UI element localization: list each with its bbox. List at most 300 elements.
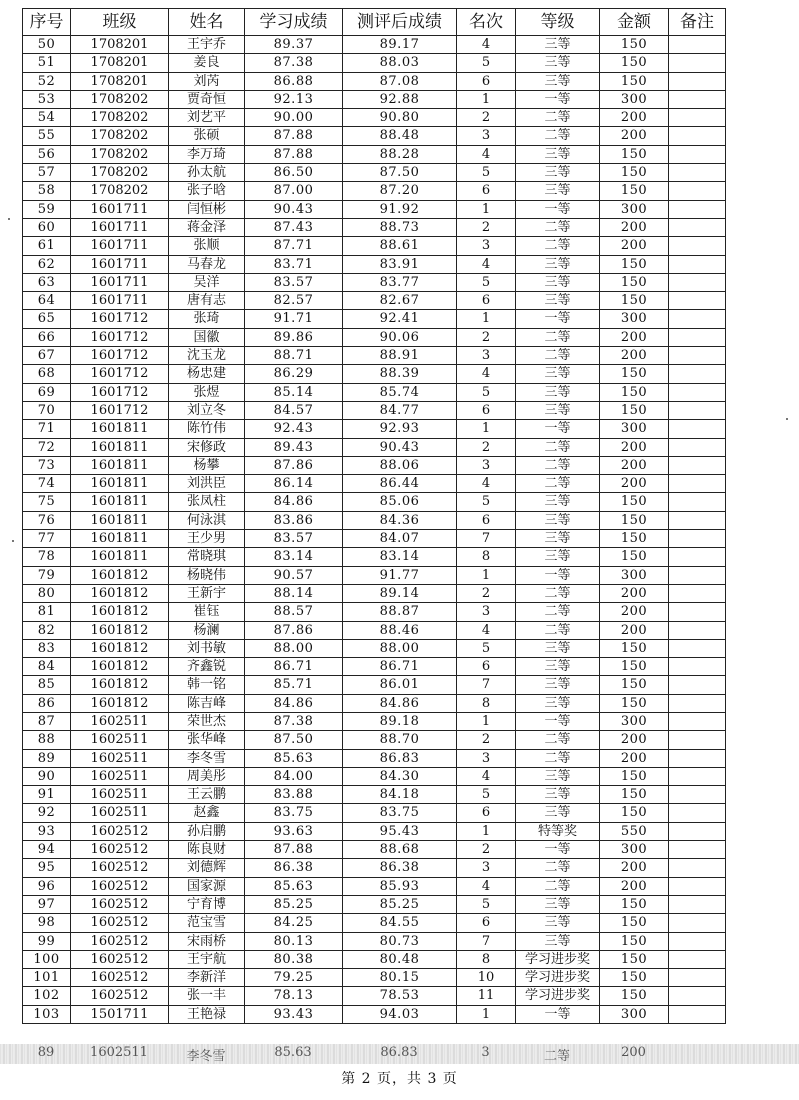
cell-index: 83	[23, 639, 71, 657]
cell-class: 1601711	[71, 237, 169, 255]
cell-name: 刘芮	[169, 72, 245, 90]
cell-index: 89	[23, 749, 71, 767]
cell-grade: 一等	[516, 566, 600, 584]
cell-rank: 4	[457, 255, 516, 273]
cell-rank: 8	[457, 694, 516, 712]
table-row	[23, 548, 726, 566]
cell-amount: 150	[600, 164, 669, 182]
cell-rank: 7	[457, 932, 516, 950]
ghost-cell: 89	[37, 1045, 55, 1060]
cell-rank: 5	[457, 493, 516, 511]
cell-rank: 1	[457, 90, 516, 108]
cell-grade: 三等	[516, 72, 600, 90]
cell-class: 1601811	[71, 493, 169, 511]
cell-amount: 150	[600, 658, 669, 676]
cell-evaluated-score: 85.06	[343, 493, 457, 511]
table-row	[23, 347, 726, 365]
cell-class: 1601811	[71, 511, 169, 529]
cell-remarks	[669, 749, 726, 767]
cell-class: 1602512	[71, 914, 169, 932]
cell-grade: 二等	[516, 877, 600, 895]
cell-evaluated-score: 87.50	[343, 164, 457, 182]
cell-grade: 三等	[516, 145, 600, 163]
cell-amount: 200	[600, 859, 669, 877]
cell-study-score: 87.86	[245, 456, 343, 474]
page-footer: 第 2 页，共 3 页	[341, 1071, 458, 1087]
cell-evaluated-score: 89.17	[343, 36, 457, 54]
cell-remarks	[669, 786, 726, 804]
cell-remarks	[669, 218, 726, 236]
cell-grade: 一等	[516, 841, 600, 859]
table-row	[23, 895, 726, 913]
cell-study-score: 83.88	[245, 786, 343, 804]
scholarship-table	[22, 8, 726, 1024]
cell-index: 58	[23, 182, 71, 200]
cell-index: 62	[23, 255, 71, 273]
cell-class: 1708202	[71, 127, 169, 145]
cell-remarks	[669, 145, 726, 163]
cell-study-score: 90.00	[245, 109, 343, 127]
cell-rank: 8	[457, 950, 516, 968]
cell-name: 陈吉峰	[169, 694, 245, 712]
cell-name: 杨晓伟	[169, 566, 245, 584]
table-row	[23, 566, 726, 584]
cell-amount: 150	[600, 255, 669, 273]
cell-name: 王艳禄	[169, 1005, 245, 1023]
cell-class: 1602511	[71, 767, 169, 785]
cell-index: 63	[23, 273, 71, 291]
cell-grade: 三等	[516, 639, 600, 657]
cell-class: 1602512	[71, 895, 169, 913]
cell-study-score: 86.38	[245, 859, 343, 877]
cell-name: 宁育博	[169, 895, 245, 913]
ghost-cell: 85.63	[274, 1045, 312, 1060]
cell-study-score: 89.37	[245, 36, 343, 54]
table-row	[23, 621, 726, 639]
cell-study-score: 83.57	[245, 273, 343, 291]
cell-amount: 300	[600, 200, 669, 218]
table-row	[23, 731, 726, 749]
cell-rank: 3	[457, 603, 516, 621]
cell-name: 王宇航	[169, 950, 245, 968]
cell-class: 1602512	[71, 932, 169, 950]
table-row	[23, 767, 726, 785]
cell-class: 1708202	[71, 90, 169, 108]
cell-index: 97	[23, 895, 71, 913]
cell-class: 1602512	[71, 969, 169, 987]
cell-study-score: 80.38	[245, 950, 343, 968]
cell-rank: 7	[457, 530, 516, 548]
scan-ghost-row	[22, 1045, 725, 1063]
cell-index: 72	[23, 438, 71, 456]
cell-grade: 二等	[516, 475, 600, 493]
cell-amount: 200	[600, 584, 669, 602]
cell-study-score: 79.25	[245, 969, 343, 987]
cell-name: 荣世杰	[169, 712, 245, 730]
cell-rank: 6	[457, 914, 516, 932]
cell-index: 85	[23, 676, 71, 694]
ghost-cell: 3	[481, 1045, 490, 1060]
cell-class: 1601811	[71, 475, 169, 493]
cell-grade: 学习进步奖	[516, 969, 600, 987]
cell-grade: 三等	[516, 767, 600, 785]
table-row	[23, 584, 726, 602]
cell-index: 76	[23, 511, 71, 529]
cell-index: 92	[23, 804, 71, 822]
cell-remarks	[669, 383, 726, 401]
cell-evaluated-score: 95.43	[343, 822, 457, 840]
cell-study-score: 84.86	[245, 493, 343, 511]
cell-class: 1708201	[71, 54, 169, 72]
cell-amount: 200	[600, 475, 669, 493]
table-row	[23, 237, 726, 255]
cell-rank: 6	[457, 401, 516, 419]
cell-grade: 三等	[516, 530, 600, 548]
cell-grade: 三等	[516, 914, 600, 932]
cell-grade: 二等	[516, 603, 600, 621]
table-row	[23, 54, 726, 72]
cell-rank: 2	[457, 109, 516, 127]
cell-remarks	[669, 566, 726, 584]
cell-grade: 三等	[516, 273, 600, 291]
cell-rank: 3	[457, 749, 516, 767]
cell-rank: 6	[457, 292, 516, 310]
cell-class: 1602512	[71, 877, 169, 895]
cell-name: 刘洪臣	[169, 475, 245, 493]
table-row	[23, 365, 726, 383]
cell-name: 宋雨桥	[169, 932, 245, 950]
cell-amount: 200	[600, 109, 669, 127]
cell-remarks	[669, 950, 726, 968]
table-row	[23, 90, 726, 108]
cell-evaluated-score: 88.00	[343, 639, 457, 657]
cell-rank: 4	[457, 145, 516, 163]
cell-remarks	[669, 90, 726, 108]
table-row	[23, 786, 726, 804]
cell-remarks	[669, 164, 726, 182]
cell-grade: 二等	[516, 328, 600, 346]
cell-grade: 三等	[516, 511, 600, 529]
cell-evaluated-score: 88.06	[343, 456, 457, 474]
ghost-cell: 二等	[543, 1049, 570, 1064]
cell-evaluated-score: 87.20	[343, 182, 457, 200]
table-row	[23, 145, 726, 163]
table-row	[23, 127, 726, 145]
cell-amount: 150	[600, 950, 669, 968]
table-row	[23, 438, 726, 456]
cell-study-score: 83.75	[245, 804, 343, 822]
cell-name: 王新宇	[169, 584, 245, 602]
cell-amount: 200	[600, 621, 669, 639]
cell-rank: 1	[457, 712, 516, 730]
cell-remarks	[669, 822, 726, 840]
cell-grade: 三等	[516, 786, 600, 804]
cell-study-score: 92.43	[245, 420, 343, 438]
cell-index: 75	[23, 493, 71, 511]
cell-index: 81	[23, 603, 71, 621]
cell-class: 1602511	[71, 786, 169, 804]
cell-grade: 三等	[516, 292, 600, 310]
cell-name: 杨攀	[169, 456, 245, 474]
ghost-cell: 李冬雪	[186, 1049, 226, 1064]
table-row	[23, 218, 726, 236]
cell-study-score: 87.38	[245, 54, 343, 72]
cell-grade: 三等	[516, 182, 600, 200]
cell-amount: 300	[600, 566, 669, 584]
cell-grade: 三等	[516, 895, 600, 913]
cell-name: 陈竹伟	[169, 420, 245, 438]
cell-name: 何泳淇	[169, 511, 245, 529]
cell-study-score: 91.71	[245, 310, 343, 328]
cell-amount: 200	[600, 438, 669, 456]
cell-name: 张华峰	[169, 731, 245, 749]
cell-index: 98	[23, 914, 71, 932]
cell-index: 87	[23, 712, 71, 730]
cell-grade: 三等	[516, 164, 600, 182]
cell-name: 韩一铭	[169, 676, 245, 694]
cell-remarks	[669, 292, 726, 310]
cell-remarks	[669, 712, 726, 730]
cell-rank: 2	[457, 438, 516, 456]
cell-remarks	[669, 365, 726, 383]
header-grade: 等级	[516, 9, 600, 36]
cell-name: 刘艺平	[169, 109, 245, 127]
header-amount: 金额	[600, 9, 669, 36]
cell-grade: 三等	[516, 548, 600, 566]
cell-index: 91	[23, 786, 71, 804]
cell-amount: 200	[600, 127, 669, 145]
cell-grade: 二等	[516, 218, 600, 236]
cell-class: 1601811	[71, 438, 169, 456]
cell-study-score: 85.14	[245, 383, 343, 401]
cell-class: 1601711	[71, 255, 169, 273]
cell-evaluated-score: 82.67	[343, 292, 457, 310]
cell-rank: 11	[457, 987, 516, 1005]
cell-index: 71	[23, 420, 71, 438]
table-row	[23, 200, 726, 218]
cell-index: 103	[23, 1005, 71, 1023]
cell-evaluated-score: 86.71	[343, 658, 457, 676]
cell-remarks	[669, 420, 726, 438]
cell-rank: 5	[457, 54, 516, 72]
cell-rank: 6	[457, 658, 516, 676]
cell-study-score: 87.43	[245, 218, 343, 236]
table-row	[23, 493, 726, 511]
cell-index: 84	[23, 658, 71, 676]
cell-amount: 150	[600, 72, 669, 90]
cell-index: 77	[23, 530, 71, 548]
cell-remarks	[669, 36, 726, 54]
cell-index: 60	[23, 218, 71, 236]
cell-remarks	[669, 895, 726, 913]
cell-evaluated-score: 83.14	[343, 548, 457, 566]
table-row	[23, 712, 726, 730]
cell-evaluated-score: 88.68	[343, 841, 457, 859]
cell-remarks	[669, 127, 726, 145]
cell-study-score: 90.57	[245, 566, 343, 584]
cell-evaluated-score: 88.03	[343, 54, 457, 72]
cell-grade: 学习进步奖	[516, 987, 600, 1005]
cell-amount: 150	[600, 804, 669, 822]
cell-name: 张煜	[169, 383, 245, 401]
cell-evaluated-score: 80.15	[343, 969, 457, 987]
cell-rank: 10	[457, 969, 516, 987]
cell-rank: 5	[457, 786, 516, 804]
cell-amount: 200	[600, 328, 669, 346]
cell-remarks	[669, 621, 726, 639]
cell-amount: 300	[600, 310, 669, 328]
cell-remarks	[669, 109, 726, 127]
cell-evaluated-score: 92.88	[343, 90, 457, 108]
cell-evaluated-score: 89.18	[343, 712, 457, 730]
cell-name: 张子晗	[169, 182, 245, 200]
cell-amount: 550	[600, 822, 669, 840]
cell-grade: 一等	[516, 90, 600, 108]
cell-evaluated-score: 84.07	[343, 530, 457, 548]
cell-rank: 2	[457, 731, 516, 749]
cell-remarks	[669, 804, 726, 822]
cell-evaluated-score: 86.01	[343, 676, 457, 694]
cell-index: 70	[23, 401, 71, 419]
cell-evaluated-score: 88.46	[343, 621, 457, 639]
cell-evaluated-score: 91.92	[343, 200, 457, 218]
cell-index: 90	[23, 767, 71, 785]
cell-index: 51	[23, 54, 71, 72]
cell-grade: 三等	[516, 383, 600, 401]
cell-class: 1601812	[71, 658, 169, 676]
cell-remarks	[669, 511, 726, 529]
cell-evaluated-score: 89.14	[343, 584, 457, 602]
cell-amount: 150	[600, 54, 669, 72]
cell-amount: 150	[600, 895, 669, 913]
cell-study-score: 84.00	[245, 767, 343, 785]
table-row	[23, 511, 726, 529]
cell-evaluated-score: 92.93	[343, 420, 457, 438]
cell-class: 1601711	[71, 292, 169, 310]
cell-amount: 150	[600, 182, 669, 200]
cell-rank: 1	[457, 1005, 516, 1023]
cell-evaluated-score: 88.39	[343, 365, 457, 383]
table-row	[23, 475, 726, 493]
cell-amount: 150	[600, 530, 669, 548]
cell-evaluated-score: 84.86	[343, 694, 457, 712]
cell-study-score: 89.43	[245, 438, 343, 456]
cell-name: 刘德辉	[169, 859, 245, 877]
cell-class: 1602512	[71, 950, 169, 968]
cell-study-score: 88.71	[245, 347, 343, 365]
cell-rank: 3	[457, 347, 516, 365]
cell-class: 1601711	[71, 273, 169, 291]
table-row	[23, 603, 726, 621]
cell-remarks	[669, 328, 726, 346]
cell-study-score: 87.88	[245, 145, 343, 163]
cell-name: 马春龙	[169, 255, 245, 273]
cell-grade: 三等	[516, 36, 600, 54]
cell-evaluated-score: 84.77	[343, 401, 457, 419]
cell-rank: 7	[457, 676, 516, 694]
cell-remarks	[669, 72, 726, 90]
scan-speck	[12, 540, 14, 542]
cell-index: 102	[23, 987, 71, 1005]
cell-study-score: 92.13	[245, 90, 343, 108]
cell-evaluated-score: 87.08	[343, 72, 457, 90]
cell-study-score: 87.50	[245, 731, 343, 749]
cell-amount: 200	[600, 218, 669, 236]
cell-grade: 三等	[516, 54, 600, 72]
cell-remarks	[669, 456, 726, 474]
table-row	[23, 273, 726, 291]
cell-rank: 2	[457, 328, 516, 346]
cell-grade: 三等	[516, 493, 600, 511]
cell-class: 1601811	[71, 456, 169, 474]
cell-evaluated-score: 86.44	[343, 475, 457, 493]
table-row	[23, 36, 726, 54]
cell-rank: 3	[457, 237, 516, 255]
cell-amount: 150	[600, 401, 669, 419]
cell-index: 61	[23, 237, 71, 255]
cell-class: 1501711	[71, 1005, 169, 1023]
cell-study-score: 85.25	[245, 895, 343, 913]
cell-grade: 三等	[516, 932, 600, 950]
cell-index: 96	[23, 877, 71, 895]
cell-remarks	[669, 54, 726, 72]
cell-name: 吴洋	[169, 273, 245, 291]
table-row	[23, 255, 726, 273]
cell-study-score: 86.88	[245, 72, 343, 90]
cell-study-score: 80.13	[245, 932, 343, 950]
cell-class: 1601812	[71, 584, 169, 602]
cell-evaluated-score: 88.48	[343, 127, 457, 145]
table-row	[23, 822, 726, 840]
cell-rank: 1	[457, 310, 516, 328]
cell-study-score: 87.86	[245, 621, 343, 639]
cell-evaluated-score: 90.06	[343, 328, 457, 346]
cell-remarks	[669, 914, 726, 932]
cell-class: 1601711	[71, 200, 169, 218]
cell-study-score: 88.14	[245, 584, 343, 602]
cell-rank: 4	[457, 365, 516, 383]
table-row	[23, 950, 726, 968]
cell-amount: 150	[600, 932, 669, 950]
cell-remarks	[669, 676, 726, 694]
cell-name: 王云鹏	[169, 786, 245, 804]
table-row	[23, 841, 726, 859]
cell-rank: 3	[457, 456, 516, 474]
cell-name: 刘书敏	[169, 639, 245, 657]
cell-remarks	[669, 859, 726, 877]
cell-remarks	[669, 310, 726, 328]
cell-index: 69	[23, 383, 71, 401]
cell-study-score: 87.88	[245, 841, 343, 859]
cell-class: 1601811	[71, 548, 169, 566]
header-remarks: 备注	[669, 9, 726, 36]
cell-study-score: 86.29	[245, 365, 343, 383]
cell-name: 崔钰	[169, 603, 245, 621]
cell-class: 1601711	[71, 218, 169, 236]
table-row	[23, 109, 726, 127]
cell-index: 88	[23, 731, 71, 749]
header-evaluated-score: 测评后成绩	[343, 9, 457, 36]
cell-grade: 一等	[516, 1005, 600, 1023]
cell-grade: 一等	[516, 420, 600, 438]
table-row	[23, 182, 726, 200]
table-row	[23, 859, 726, 877]
cell-class: 1601812	[71, 621, 169, 639]
cell-remarks	[669, 694, 726, 712]
cell-amount: 300	[600, 841, 669, 859]
cell-remarks	[669, 932, 726, 950]
cell-study-score: 87.71	[245, 237, 343, 255]
